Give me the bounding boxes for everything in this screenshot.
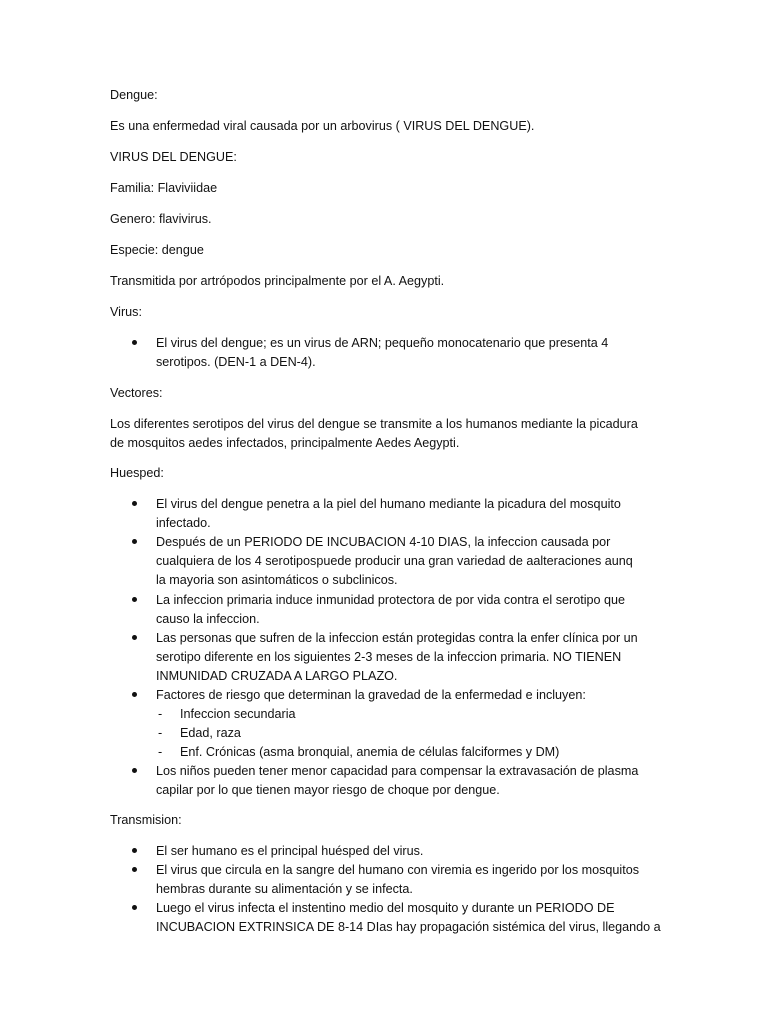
list-item-huesped-1: El virus del dengue penetra a la piel del humano mediante la picadura del mosquito infectado.	[156, 497, 621, 530]
bullet-icon	[132, 635, 137, 640]
bullet-icon	[132, 597, 137, 602]
list-item-huesped-6: Los niños pueden tener menor capacidad para compensar la extravasación de plasma capilar por lo que tienen mayor riesgo de choque por dengue.	[156, 764, 639, 797]
bullet-icon	[132, 692, 137, 697]
heading-huesped: Huesped:	[110, 466, 164, 480]
list-item-transmision-1: El ser humano es el principal huésped del virus.	[156, 844, 424, 858]
bullet-icon	[132, 867, 137, 872]
genero-line: Genero: flavivirus.	[110, 212, 212, 226]
dash-marker: -	[158, 707, 163, 721]
heading-virus: Virus:	[110, 305, 142, 319]
bullet-icon	[132, 539, 137, 544]
bullet-icon	[132, 340, 137, 345]
bullet-icon	[132, 768, 137, 773]
list-item-transmision-2: El virus que circula en la sangre del humano con viremia es ingerido por los mosquitos hembras durante su alimentación y se infecta.	[156, 863, 640, 896]
heading-dengue: Dengue:	[110, 88, 158, 102]
dash-marker: -	[158, 745, 163, 759]
bullet-icon	[132, 848, 137, 853]
bullet-icon	[132, 501, 137, 506]
list-item-huesped-3: La infeccion primaria induce inmunidad protectora de por vida contra el serotipo que causo la infeccion.	[156, 593, 626, 626]
list-item-huesped-5: Factores de riesgo que determinan la gravedad de la enfermedad e incluyen:	[156, 688, 586, 702]
especie-line: Especie: dengue	[110, 243, 204, 257]
factor-item: Infeccion secundaria	[180, 707, 296, 721]
list-item-transmision-3: Luego el virus infecta el instentino medio del mosquito y durante un PERIODO DE INCUBACION EXTRINSICA DE 8-14 DIas hay propagación sistémica del virus, llegando a	[156, 901, 661, 934]
transmitida-line: Transmitida por artrópodos principalmente por el A. Aegypti.	[110, 274, 445, 288]
bullet-icon	[132, 905, 137, 910]
heading-vectores: Vectores:	[110, 386, 163, 400]
dash-marker: -	[158, 726, 163, 740]
vectores-paragraph: Los diferentes serotipos del virus del dengue se transmite a los humanos mediante la picadura de mosquitos aedes infectados, principalmente Aedes Aegypti.	[110, 417, 638, 450]
list-item-virus: El virus del dengue; es un virus de ARN; pequeño monocatenario que presenta 4 serotipos. (DEN-1 a DEN-4).	[156, 336, 609, 369]
factor-item: Edad, raza	[180, 726, 241, 740]
list-item-huesped-2: Después de un PERIODO DE INCUBACION 4-10 DIAS, la infeccion causada por cualquiera de los 4 serotipospuede producir una gran variedad de aalteraciones aunq la mayoria son asintomáticos o subclinicos.	[156, 535, 633, 587]
intro-paragraph: Es una enfermedad viral causada por un arbovirus ( VIRUS DEL DENGUE).	[110, 119, 535, 133]
familia-line: Familia: Flaviviidae	[110, 181, 218, 195]
heading-virus-del-dengue: VIRUS DEL DENGUE:	[110, 150, 237, 164]
heading-transmision: Transmision:	[110, 813, 182, 827]
list-item-huesped-4: Las personas que sufren de la infeccion están protegidas contra la enfer clínica por un serotipo diferente en los siguientes 2-3 meses de la infeccion primaria. NO TIENEN INMUNIDAD CRUZADA A LARGO PLAZO.	[156, 631, 638, 683]
factor-item: Enf. Crónicas (asma bronquial, anemia de células falciformes y DM)	[180, 745, 560, 759]
